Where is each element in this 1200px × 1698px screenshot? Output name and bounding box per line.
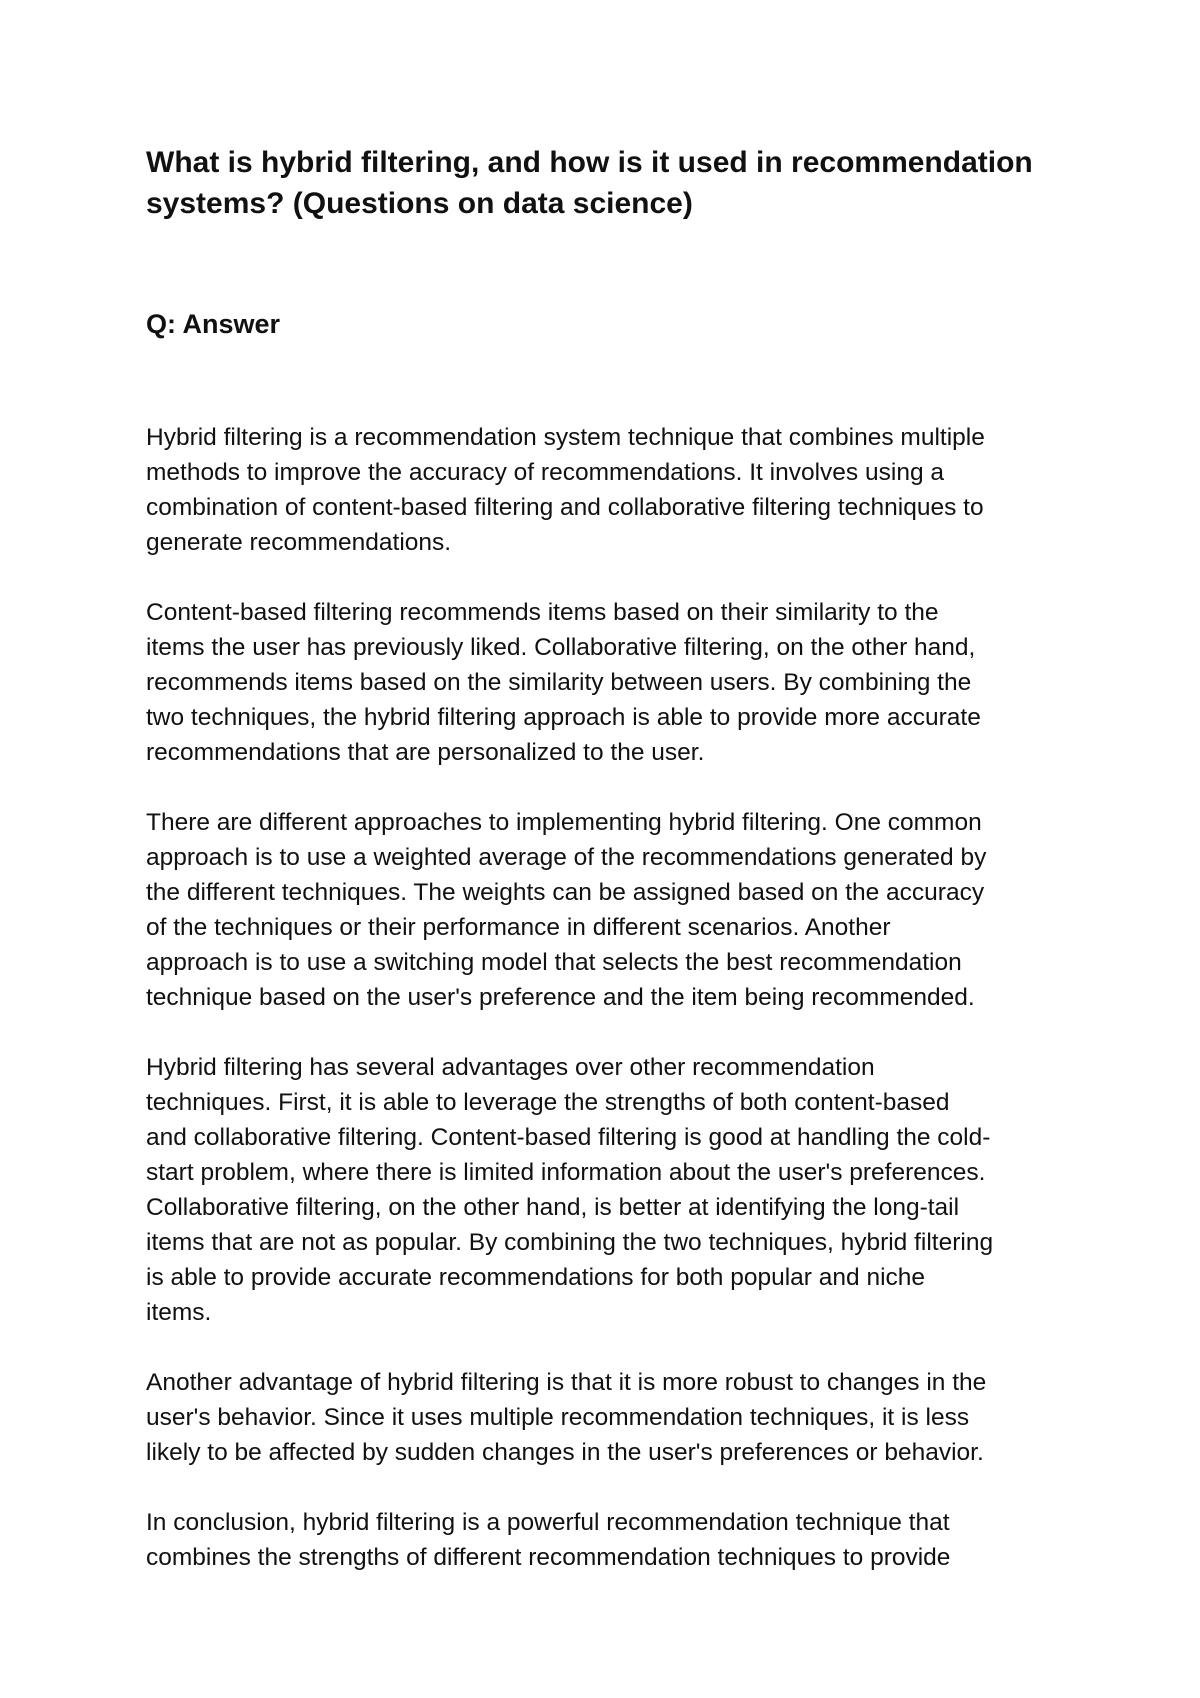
paragraph-line: items that are not as popular. By combining the two techniques, hybrid filtering [146,1229,994,1256]
paragraph-line: likely to be affected by sudden changes in the user's preferences or behavior. [146,1439,984,1466]
answer-heading: Q: Answer [146,309,281,339]
paragraph-line: items the user has previously liked. Collaborative filtering, on the other hand, [146,634,976,661]
paragraph-3 [146,805,1066,1015]
title-line-1: What is hybrid filtering, and how is it used in recommendation [146,146,1033,179]
paragraph-line: is able to provide accurate recommendations for both popular and niche [146,1264,926,1291]
paragraph-line: combination of content-based filtering and collaborative filtering techniques to [146,494,984,521]
paragraph-6 [146,1505,1066,1575]
paragraph-line: approach is to use a weighted average of the recommendations generated by [146,844,987,871]
paragraph-4 [146,1050,1066,1330]
paragraph-line: user's behavior. Since it uses multiple recommendation techniques, it is less [146,1404,970,1431]
paragraph-line: In conclusion, hybrid filtering is a powerful recommendation technique that [146,1509,950,1536]
document-page [146,142,1066,1610]
paragraph-line: Content-based filtering recommends items based on their similarity to the [146,599,939,626]
paragraph-line: start problem, where there is limited information about the user's preferences. [146,1159,986,1186]
paragraph-line: technique based on the user's preference and the item being recommended. [146,984,975,1011]
paragraph-line: Collaborative filtering, on the other hand, is better at identifying the long-tail [146,1194,960,1221]
paragraph-1 [146,420,1066,560]
paragraph-line: of the techniques or their performance in different scenarios. Another [146,914,891,941]
paragraph-line: methods to improve the accuracy of recommendations. It involves using a [146,459,944,486]
title-line-2: systems? (Questions on data science) [146,187,693,220]
paragraph-line: recommendations that are personalized to the user. [146,739,705,766]
answer-body [146,420,1066,1575]
paragraph-line: There are different approaches to implementing hybrid filtering. One common [146,809,982,836]
paragraph-line: and collaborative filtering. Content-based filtering is good at handling the cold- [146,1124,991,1151]
paragraph-2 [146,595,1066,770]
paragraph-line: the different techniques. The weights can be assigned based on the accuracy [146,879,985,906]
paragraph-line: two techniques, the hybrid filtering approach is able to provide more accurate [146,704,981,731]
paragraph-5 [146,1365,1066,1470]
paragraph-line: generate recommendations. [146,529,452,556]
document-title [146,142,1066,224]
paragraph-line: Another advantage of hybrid filtering is that it is more robust to changes in the [146,1369,987,1396]
paragraph-line: recommends items based on the similarity between users. By combining the [146,669,972,696]
paragraph-line: approach is to use a switching model that selects the best recommendation [146,949,962,976]
paragraph-line: techniques. First, it is able to leverage the strengths of both content-based [146,1089,950,1116]
paragraph-line: Hybrid filtering is a recommendation system technique that combines multiple [146,424,985,451]
paragraph-line: combines the strengths of different recommendation techniques to provide [146,1544,951,1571]
paragraph-line: items. [146,1299,212,1326]
paragraph-line: Hybrid filtering has several advantages over other recommendation [146,1054,875,1081]
